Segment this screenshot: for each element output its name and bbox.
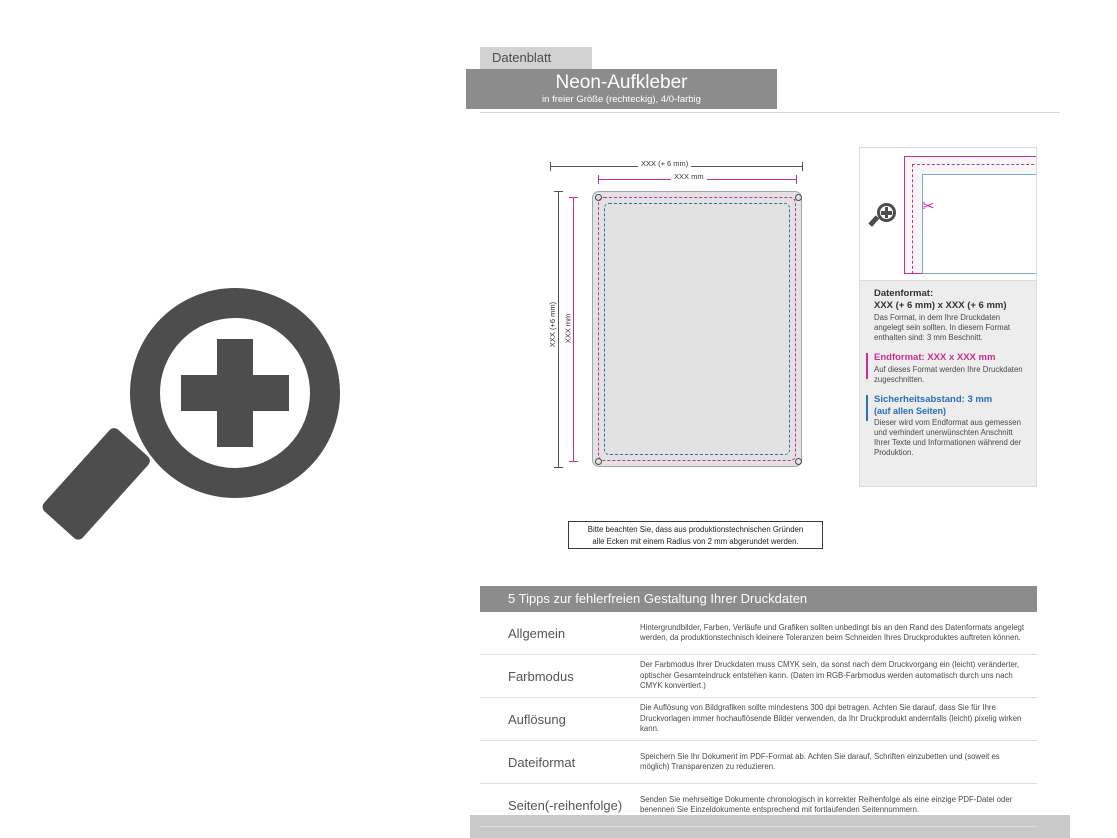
- legend-block-endformat: [866, 352, 1030, 385]
- dim-left-outer-tick-bottom: [554, 467, 563, 468]
- zoom-in-magnifier-icon: [873, 203, 899, 229]
- dim-left-inner-tick-bottom: [569, 461, 578, 462]
- dim-top-outer-tick-right: [802, 162, 803, 171]
- legend-sicherheitsabstand-title: Sicherheitsabstand: 3 mm: [874, 394, 993, 405]
- datasheet-tab: Datenblatt: [480, 47, 592, 69]
- dim-left-inner-tick-top: [569, 197, 578, 198]
- legend-block-sicherheitsabstand: [866, 394, 1030, 458]
- legend-preview: [859, 147, 1037, 281]
- legend-block-datenformat: [866, 288, 1030, 343]
- dim-left-inner-label: XXX mm: [563, 313, 573, 344]
- legend-endformat-body: Auf dieses Format werden Ihre Druckdaten zugeschnitten.: [874, 365, 1023, 384]
- legend-sicherheitsabstand-body: Dieser wird vom Endformat aus gemessen und verhindert unerwünschten Anschnitt Ihrer Texte und Informationen während der Produktion.: [874, 418, 1022, 457]
- corner-radius-marker: [795, 458, 802, 465]
- legend-datenformat-title: Datenformat:: [874, 288, 934, 299]
- tip-label: Auflösung: [508, 711, 566, 727]
- legend-datenformat-value: XXX (+ 6 mm) x XXX (+ 6 mm): [874, 300, 1007, 311]
- tip-text: Der Farbmodus Ihrer Druckdaten muss CMYK sein, da sonst nach dem Druckvorgang ein (leicht) veränderter, optischer Gesamteindruck entstehen kann. (Daten im RGB-Farbmodus werden automatisch durch uns nach CMYK konvertiert.): [640, 660, 1020, 691]
- legend-datenformat-body: Das Format, in dem Ihre Druckdaten angelegt sein sollten. In diesem Format enthalten sind: 3 mm Beschnitt.: [874, 313, 1011, 342]
- dim-top-inner-tick-right: [796, 175, 797, 184]
- dim-top-inner-tick-left: [598, 175, 599, 184]
- dim-left-outer-line: [558, 191, 559, 467]
- tip-label: Farbmodus: [508, 668, 574, 684]
- page-title: Neon-Aufkleber: [555, 72, 688, 93]
- magnifier-plus-vertical: [217, 339, 253, 447]
- corner-radius-marker: [795, 194, 802, 201]
- table-row: [480, 655, 1037, 698]
- format-drawing: [540, 148, 830, 498]
- dim-top-outer-tick-left: [550, 162, 551, 171]
- tip-label: Allgemein: [508, 625, 566, 641]
- dim-top-inner-label: XXX mm: [671, 172, 707, 181]
- zoom-preview-magnifier-icon[interactable]: [95, 288, 385, 553]
- tip-text: Senden Sie mehrseitige Dokumente chronologisch in korrekter Reihenfolge als eine einzige PDF-Datei oder benennen Sie Einzeldokumente entsprechend mit fortlaufenden Seitennummern.: [640, 794, 1013, 814]
- table-row: [480, 784, 1037, 827]
- scissors-icon: ✂: [922, 198, 935, 215]
- title-bar: [466, 69, 777, 109]
- table-row: [480, 741, 1037, 784]
- corner-radius-note-line2: alle Ecken mit einem Radius von 2 mm abgerundet werden.: [592, 537, 799, 546]
- magnifier-handle: [868, 215, 879, 227]
- legend-endformat-marker: [866, 353, 868, 379]
- legend-sicherheitsabstand-marker: [866, 395, 868, 421]
- tips-header: 5 Tipps zur fehlerfreien Gestaltung Ihrer Druckdaten: [480, 586, 1037, 612]
- tip-label: Seiten(-reihenfolge): [508, 797, 623, 813]
- tips-section: [480, 586, 1037, 827]
- legend-endformat-title: Endformat: XXX x XXX mm: [874, 352, 996, 363]
- tip-text: Die Auflösung von Bildgrafiken sollte mindestens 300 dpi betragen. Achten Sie darauf, dass Sie für Ihre Druckvorlagen immer hochauflösende Bilder verwenden, da Ihr Druckprodukt andernfalls (leicht) pixelig wirken kann.: [640, 703, 1022, 734]
- magnifier-handle: [40, 426, 152, 543]
- legend-sicherheitsabstand-subtitle: (auf allen Seiten): [874, 406, 947, 416]
- tip-text: Hintergrundbilder, Farben, Verläufe und Grafiken sollten unbedingt bis an den Rand des Datenformats angelegt werden, da produktionstechnisch kleinere Toleranzen beim Schneiden Ihres Druckproduktes auftreten können.: [640, 622, 1025, 642]
- corner-radius-marker: [595, 458, 602, 465]
- page-subtitle: in freier Größe (rechteckig), 4/0-farbig: [542, 94, 701, 105]
- safety-box: [604, 203, 790, 455]
- corner-radius-marker: [595, 194, 602, 201]
- tip-label: Dateiformat: [508, 754, 576, 770]
- legend-safety-box: [922, 174, 1037, 274]
- tip-text: Speichern Sie Ihr Dokument im PDF-Format ab. Achten Sie darauf, Schriften einzubetten und (soweit es möglich) Transparenzen zu reduzieren.: [640, 751, 1000, 771]
- table-row: [480, 612, 1037, 655]
- header-divider: [480, 112, 1060, 113]
- corner-radius-note: [568, 521, 823, 549]
- dim-left-outer-tick-top: [554, 191, 563, 192]
- dim-top-outer-label: XXX (+ 6 mm): [638, 159, 691, 168]
- magnifier-plus-vertical: [885, 207, 889, 218]
- dim-left-outer-label: XXX (+6 mm): [548, 301, 558, 348]
- table-row: [480, 698, 1037, 741]
- dim-left-inner-line: [573, 197, 574, 461]
- legend-text-blocks: [866, 288, 1030, 467]
- corner-radius-note-line1: Bitte beachten Sie, dass aus produktionstechnischen Gründen: [587, 525, 804, 534]
